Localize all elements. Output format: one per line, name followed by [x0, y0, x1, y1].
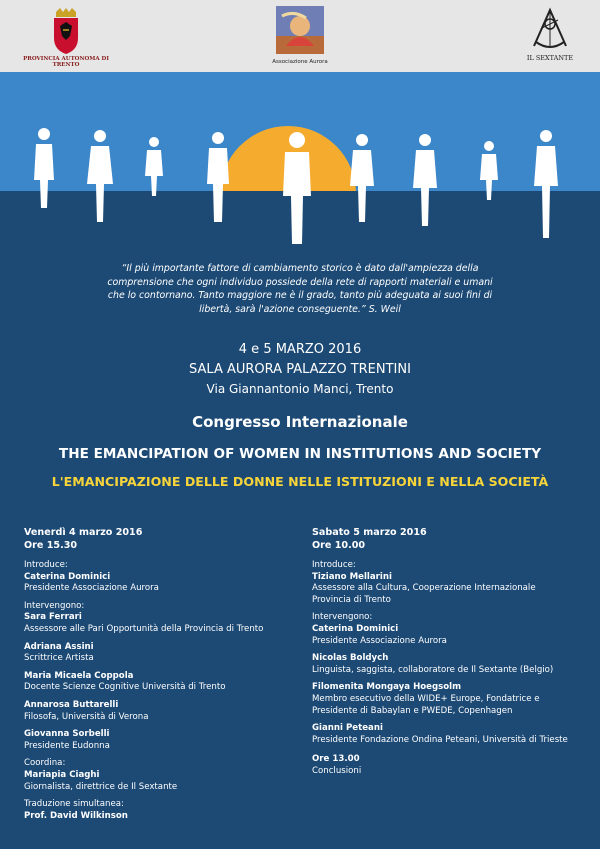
speaker-name: Sara Ferrari: [24, 612, 82, 623]
title-italian: L'EMANCIPAZIONE DELLE DONNE NELLE ISTITUZIONI E NELLA SOCIETÀ: [51, 474, 549, 489]
left-logo: [18, 8, 114, 68]
speaker-role: Presidente Fondazione Ondina Peteani, Università di Trieste: [312, 734, 568, 745]
intervengono-label: Intervengono:: [312, 612, 373, 623]
day1-speaker: [24, 642, 294, 665]
speaker-name: Nicolas Boldych: [312, 653, 389, 664]
day1-speaker: [24, 671, 294, 694]
introduce-label: Introduce:: [24, 560, 68, 570]
day1-speaker: [24, 601, 294, 636]
event-dates: 4 e 5 MARZO 2016: [238, 342, 362, 357]
day1-speaker: [24, 729, 294, 752]
left-logo-text: PROVINCIA AUTONOMA DI TRENTO: [23, 56, 109, 68]
closing-time: Ore 13.00: [312, 754, 360, 765]
coordina-label: Coordina:: [24, 758, 66, 769]
program-day2: [312, 526, 582, 784]
right-logo-text: IL SEXTANTE: [526, 54, 574, 62]
day2-date: Sabato 5 marzo 2016: [312, 527, 427, 538]
speaker-name: Caterina Dominici: [312, 623, 399, 634]
speaker-name: Adriana Assini: [24, 641, 94, 652]
weil-quote: “Il più importante fattore di cambiamento storico è dato dall'ampiezza della comprensione che ogni individuo possiede della rete di rapporti materiali e umani che lo contornano. Tanto maggiore ne è il grado, tanto più adeguata ai suoi fini di libertà, sarà l'azione conseguente.” S. Weil: [107, 263, 493, 315]
day2-speaker: [312, 612, 582, 647]
day1-introduce: [24, 560, 294, 595]
translation-label: Traduzione simultanea:: [24, 799, 124, 810]
event-address: Via Giannantonio Manci, Trento: [206, 382, 394, 396]
day1-time: Ore 15.30: [24, 540, 78, 551]
day2-speaker: [312, 723, 582, 746]
header-bar: [0, 0, 600, 72]
day2-closing: [312, 754, 582, 777]
speaker-role: Giornalista, direttrice de Il Sextante: [24, 781, 178, 792]
speaker-name: Caterina Dominici: [24, 571, 111, 582]
sunset-scene: [0, 72, 600, 252]
speaker-role: Filosofa, Università di Verona: [24, 711, 149, 722]
speaker-role: Presidente di Babaylan e PWEDE, Copenhagen: [312, 705, 513, 716]
speaker-role: Membro esecutivo della WIDE+ Europe, Fondatrice e: [312, 693, 540, 704]
aurora-painting-icon: [276, 6, 324, 54]
speaker-role: Assessore alle Pari Opportunità della Provincia di Trento: [24, 623, 264, 634]
intervengono-label: Intervengono:: [24, 600, 85, 611]
speaker-name: Filomenita Mongaya Hoegsolm: [312, 682, 462, 693]
speaker-role: Scrittrice Artista: [24, 653, 94, 664]
hero-illustration: [0, 72, 600, 252]
speaker-role: Presidente Associazione Aurora: [24, 583, 159, 594]
closing-label: Conclusioni: [312, 765, 362, 776]
speaker-name: Gianni Peteani: [312, 723, 383, 734]
day1-coordina: [24, 758, 294, 793]
woman-figure-icon: [145, 137, 163, 196]
title-english: THE EMANCIPATION OF WOMEN IN INSTITUTIONS AND SOCIETY: [58, 446, 542, 462]
speaker-role: Presidente Associazione Aurora: [312, 635, 447, 646]
translator-name: Prof. David Wilkinson: [24, 810, 128, 821]
speaker-role: Linguista, saggista, collaboratore de Il Sextante (Belgio): [312, 664, 554, 675]
speaker-name: Annarosa Buttarelli: [24, 699, 119, 710]
day1-speaker: [24, 700, 294, 723]
day2-introduce: [312, 560, 582, 606]
speaker-name: Maria Micaela Coppola: [24, 670, 134, 681]
speaker-name: Tiziano Mellarini: [312, 571, 392, 582]
day1-date: Venerdì 4 marzo 2016: [24, 527, 143, 538]
congress-heading: Congresso Internazionale: [192, 413, 408, 431]
program-day1: [24, 526, 294, 828]
center-logo-text: Associazione Aurora: [272, 59, 328, 65]
day2-speaker: [312, 653, 582, 676]
event-venue: SALA AURORA PALAZZO TRENTINI: [189, 362, 411, 377]
speaker-role: Provincia di Trento: [312, 594, 391, 605]
day2-speaker: [312, 682, 582, 717]
coat-of-arms-icon: [51, 8, 81, 54]
speaker-name: Mariapia Ciaghi: [24, 769, 100, 780]
speaker-role: Presidente Eudonna: [24, 740, 110, 751]
speaker-role: Docente Scienze Cognitive Università di Trento: [24, 682, 226, 693]
speaker-name: Giovanna Sorbelli: [24, 729, 110, 740]
day1-translation: [24, 799, 294, 822]
speaker-role: Assessore alla Cultura, Cooperazione Internazionale: [312, 583, 536, 594]
sextant-icon: [528, 6, 572, 52]
day2-time: Ore 10.00: [312, 540, 366, 551]
introduce-label: Introduce:: [312, 560, 356, 570]
right-logo: [520, 6, 580, 62]
center-logo: [272, 6, 328, 65]
